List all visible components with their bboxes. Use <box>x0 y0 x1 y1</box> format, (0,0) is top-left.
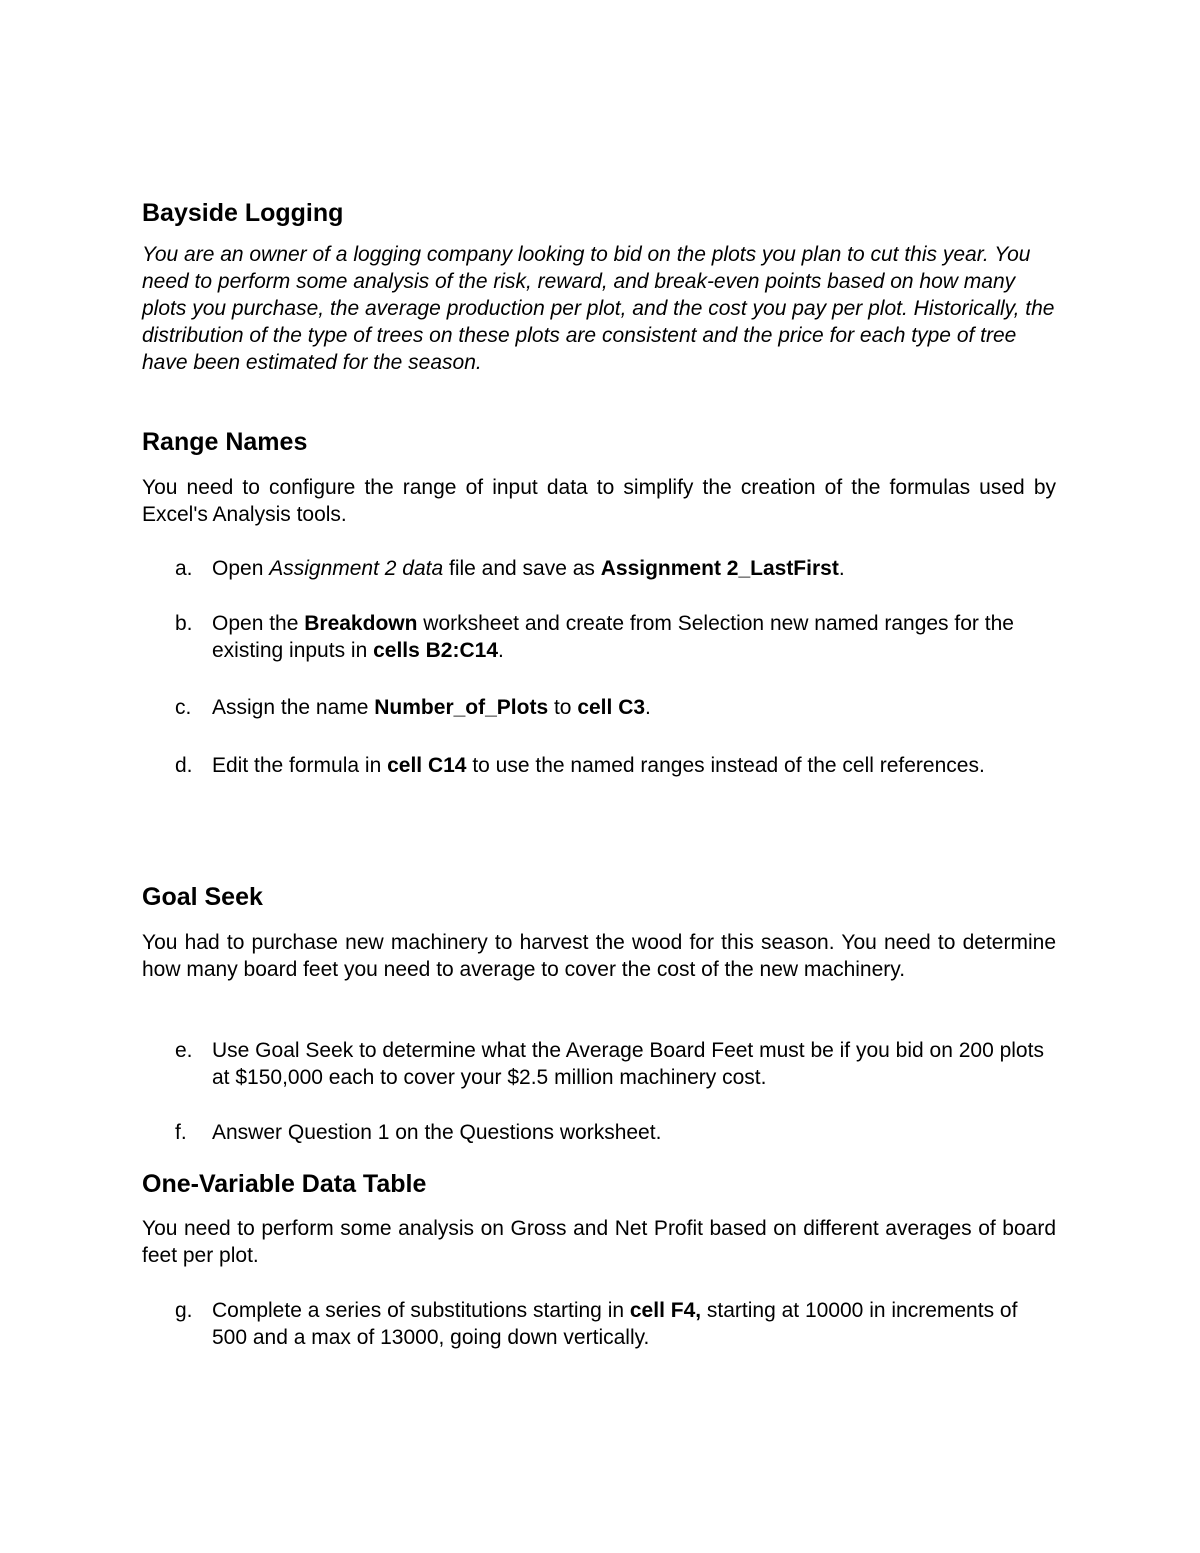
list-marker: d. <box>175 754 193 777</box>
list-marker: b. <box>175 612 193 635</box>
cell-reference-text: cell C14 <box>387 754 467 777</box>
range-name-text: Number_of_Plots <box>374 696 549 719</box>
worksheet-name-text: Breakdown <box>304 612 418 635</box>
intro-paragraph-goal-seek: You had to purchase new machinery to harvest the wood for this season. You need to determine how many board feet you need to average to cover the cost of the new machinery. <box>142 931 1056 981</box>
intro-paragraph-data-table: You need to perform some analysis on Gross and Net Profit based on different averages of board feet per plot. <box>142 1217 1056 1267</box>
intro-paragraph-range-names: You need to configure the range of input data to simplify the creation of the formulas used by Excel's Analysis tools. <box>142 476 1056 526</box>
list-item-text: Open the Breakdown worksheet and create from Selection new named ranges for the existing inputs in cells B2:C14. <box>212 612 1014 662</box>
section-heading-range-names: Range Names <box>142 428 308 456</box>
list-item-text: Use Goal Seek to determine what the Average Board Feet must be if you bid on 200 plots at $150,000 each to cover your $2.5 million machinery cost. <box>212 1039 1044 1089</box>
list-item-text: Complete a series of substitutions starting in cell F4, starting at 10000 in increments of 500 and a max of 13000, going down vertically. <box>212 1299 1018 1349</box>
list-marker: c. <box>175 696 192 719</box>
list-marker: e. <box>175 1039 193 1062</box>
intro-paragraph-bayside-logging: You are an owner of a logging company looking to bid on the plots you plan to cut this year. You need to perform some analysis of the risk, reward, and break-even points based on how many plots you purchase, the average production per plot, and the cost you pay per plot. Historically, the distribution of the type of trees on these plots are consistent and the price for each type of tree have been estimated for the season. <box>142 243 1055 374</box>
list-item-text: Open Assignment 2 data file and save as Assignment 2_LastFirst. <box>212 557 845 580</box>
file-name-text: Assignment 2 data <box>269 557 444 580</box>
list-marker: f. <box>175 1121 187 1144</box>
list-item-text: Edit the formula in cell C14 to use the named ranges instead of the cell references. <box>212 754 985 777</box>
cell-reference-text: cell C3 <box>577 696 646 719</box>
list-marker: a. <box>175 557 193 580</box>
list-item-text: Assign the name Number_of_Plots to cell C3. <box>212 696 651 719</box>
list-marker: g. <box>175 1299 193 1322</box>
section-heading-goal-seek: Goal Seek <box>142 883 263 911</box>
save-as-name-text: Assignment 2_LastFirst <box>600 557 839 580</box>
section-heading-one-variable-data-table: One-Variable Data Table <box>142 1170 427 1198</box>
list-item-text: Answer Question 1 on the Questions worksheet. <box>212 1121 662 1144</box>
section-heading-bayside-logging: Bayside Logging <box>142 199 344 227</box>
cell-range-text: cells B2:C14 <box>373 639 498 662</box>
cell-reference-text: cell F4, <box>629 1299 702 1322</box>
